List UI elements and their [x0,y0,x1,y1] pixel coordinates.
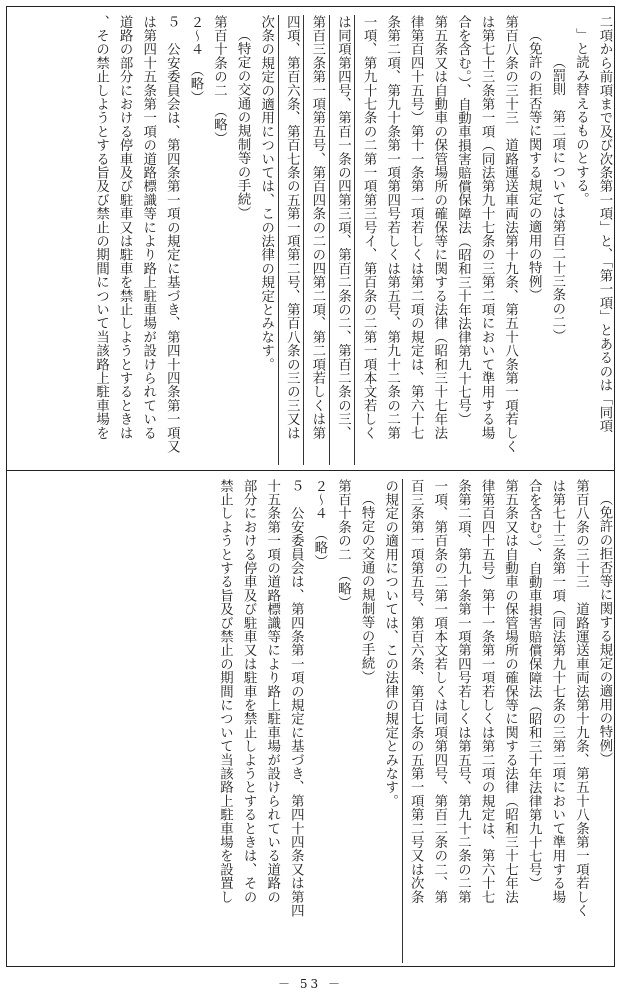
text-line-underlined: 百三条第一項第五号、第百六条、第百七条の五第一項第二号又は次条 [402,479,428,963]
text-line: 条第二項、第九十条第一項第四号若しくは第五号、第九十二条の二第 [455,479,471,904]
text-line: 道路の部分における停車及び駐車又は駐車を禁止しようとするときは [117,15,133,440]
current-text-panel [17,479,616,963]
text-line: 次条の規定の適用については、この法律の規定とみなす。 [258,15,274,372]
text-line: 合を含む。）、自動車損害賠償保障法（昭和三十年法律第九十七号） [455,15,471,427]
text-line: 十五条第一項の道路標識等により路上駐車場が設けられている道路の [264,479,280,904]
article-heading: （免許の拒否等に関する規定の適用の特例） [597,492,612,767]
text-line: の規定の適用については、この法律の規定とみなす。 [382,479,398,808]
text-line-underlined: 第百三条第一項第五号、第百四条の二の四第二項、第二項若しくは第 [303,15,329,465]
text-line: 律第百四十五号）第十一条第一項若しくは第二項の規定は、第六十七 [479,479,495,904]
text-line-underlined: 四項、第百六条、第百七条の五第一項第二号、第百八条の三の三又は [278,15,304,465]
text-line: ５ 公安委員会は、第四条第一項の規定に基づき、第四十四条又は第四 [288,479,304,918]
text-line: 条第二項、第九十条第一項第四号若しくは第五号、第九十二条の二第 [384,15,400,440]
text-line: ２〜４ （略） [311,479,327,569]
text-line: 」と読み替えるものとする。 [573,28,589,207]
text-line: 合を含む。）、自動車損害賠償保障法（昭和三十年法律第九十七号） [526,479,542,891]
text-line: ２〜４ （略） [187,15,203,105]
penalty-note: （罰則 第二項については第百二十三条の二） [549,55,565,343]
revised-text-panel [17,15,616,465]
text-line: 第五条又は自動車の保管場所の確保等に関する法律（昭和三十七年法 [431,15,447,440]
article-heading: （特定の交通の規制等の手続） [359,492,375,685]
text-line: は第七十三条第一項（同法第九十七条の三第二項において準用する場 [549,479,565,904]
text-line: 第百八条の三十三 道路運送車両法第十九条、第五十八条第一項若しく [502,15,518,454]
article-heading: （免許の拒否等に関する規定の適用の特例） [526,28,542,303]
text-line: は第七十三条第一項（同法第九十七条の三第二項において準用する場 [479,15,495,440]
text-line: 部分における停車及び駐車又は駐車を禁止しようとするときは、その [241,479,257,904]
text-line: 、その禁止しようとする旨及び禁止の期間について当該路上駐車場を [93,15,109,440]
text-line-underlined: 一項、第九十七条の二第一項第三号イ、第百条の二第一項本文若しく [354,15,380,465]
page-number: － 53 － [278,977,343,991]
text-line: 第百十条の二 （略） [211,15,227,146]
text-line-underlined: は同項第四号、第百一条の四第三項、第百二条の二、第百二条の三、 [329,15,355,465]
text-line: 第百八条の三十三 道路運送車両法第十九条、第五十八条第一項若しく [573,479,589,918]
text-line: ５ 公安委員会は、第四条第一項の規定に基づき、第四十四条第一項又 [164,15,180,454]
text-line: 二項から前項まで及び次条第一項」と、「第一項」とあるのは「同項 [597,15,612,433]
text-line: 禁止しようとする旨及び禁止の期間について当該路上駐車場を設置し [217,479,233,904]
text-line: 律第百四十五号）第十一条第一項若しくは第二項の規定は、第六十七 [408,15,424,440]
text-line: 第百十条の二 （略） [335,479,351,610]
article-heading: （特定の交通の規制等の手続） [235,28,251,221]
text-line: は第四十五条第一項の道路標識等により路上駐車場が設けられている [140,15,156,440]
text-line: 一項、第百条の二第一項本文若しくは同項第四号、第百二条の二、第 [431,479,447,904]
text-line: 第五条又は自動車の保管場所の確保等に関する法律（昭和三十七年法 [502,479,518,904]
page-frame [6,6,615,967]
panel-divider [7,470,614,471]
